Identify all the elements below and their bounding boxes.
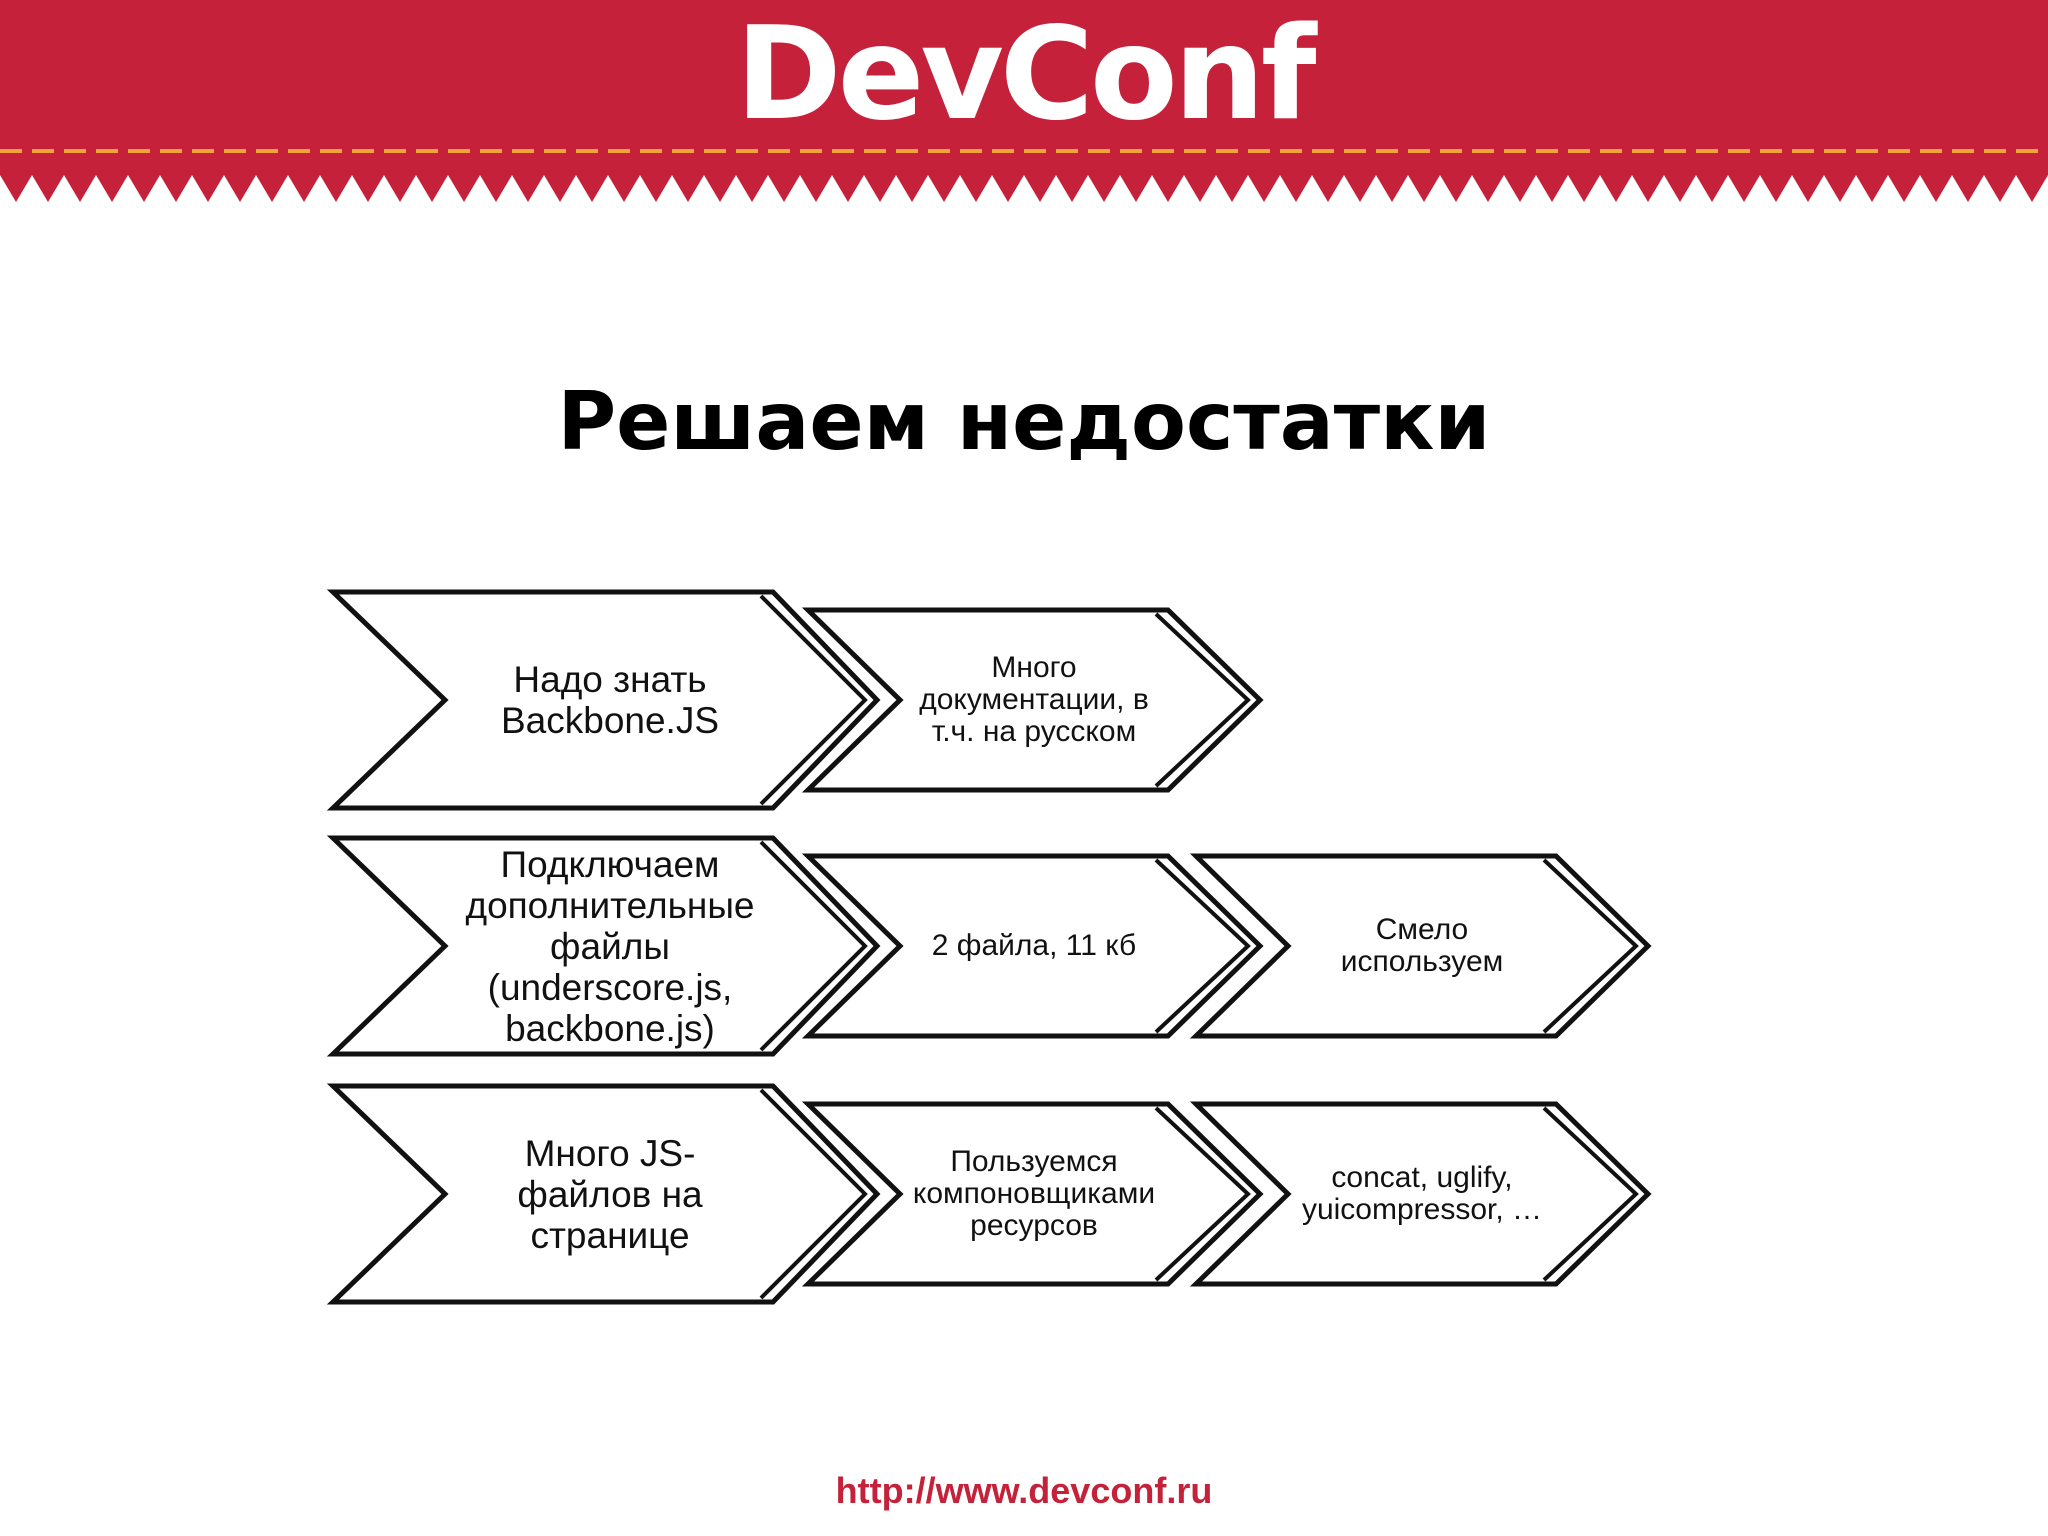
step-label-3-1 [903,1116,1165,1272]
problem-label-1-line: Backbone.JS [500,700,720,741]
step-label-2-1-line: 2 файла, 11 кб [931,929,1137,962]
step-label-1-1-line: т.ч. на русском [931,715,1137,748]
problem-label-2 [430,838,790,1054]
problem-label-3-line: Много JS- [524,1132,696,1174]
problem-label-3-line: файлов на [517,1173,703,1215]
step-label-2-2-line: Смело [1375,913,1469,946]
step-label-3-1-line: ресурсов [970,1209,1098,1242]
footer-url-domain: devconf.ru [1028,1470,1213,1511]
problem-label-2-line: Подключаем [500,843,720,885]
slide-title: Решаем недостатки [557,375,1491,468]
problem-label-1-line: Надо знать [513,659,707,700]
step-label-2-1 [903,868,1165,1024]
footer-url-prefix: http://www. [835,1470,1029,1511]
step-label-1-1-line: документации, в [919,683,1149,716]
problem-label-3-line: странице [530,1214,690,1256]
step-label-2-2 [1291,868,1553,1024]
problem-label-2-line: файлы [550,925,670,967]
step-label-3-2-line: concat, uglify, [1331,1161,1513,1194]
step-label-2-2-line: используем [1340,945,1504,978]
step-label-3-1-line: компоновщиками [912,1177,1156,1210]
problem-label-2-line: backbone.js) [505,1007,715,1049]
footer-url[interactable] [0,1470,2048,1512]
step-label-1-1 [903,622,1165,778]
step-label-3-2 [1291,1116,1553,1272]
step-label-1-1-line: Много [991,651,1077,684]
devconf-logo: DevConf [735,0,1313,149]
step-label-3-1-line: Пользуемся [950,1145,1118,1178]
problem-label-3 [430,1086,790,1302]
problem-label-1 [430,592,790,808]
problem-label-2-line: дополнительные [465,884,755,926]
step-label-3-2-line: yuicompressor, … [1301,1193,1543,1226]
problem-label-2-line: (underscore.js, [487,966,733,1008]
